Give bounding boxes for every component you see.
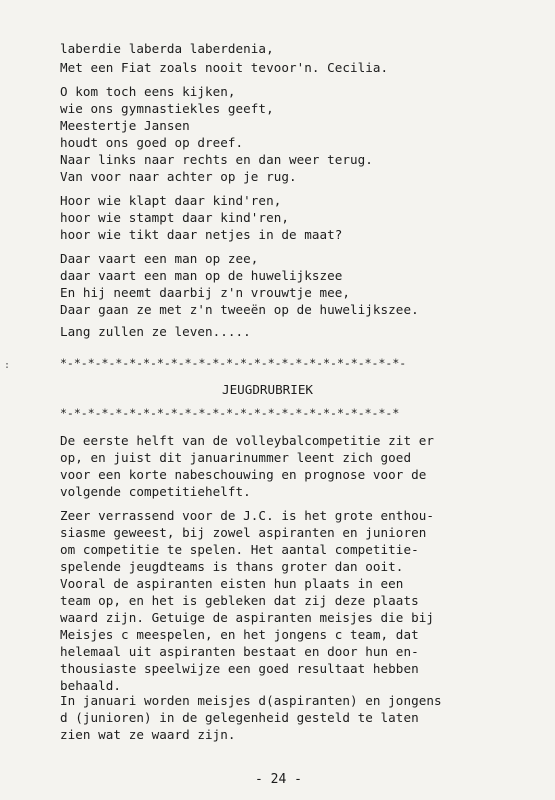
poem-line: Daar gaan ze met z'n tweeën op de huwelijkszee. (60, 302, 419, 317)
article-line: op, en juist dit januarinummer leent zich goed (60, 450, 412, 465)
poem-line: hoor wie tikt daar netjes in de maat? (60, 227, 343, 242)
article-line: spelende jeugdteams is thans groter dan ooit. (60, 559, 404, 574)
article-line: om competitie te spelen. Het aantal competitie- (60, 542, 419, 557)
poem-line: Hoor wie klapt daar kind'ren, (60, 193, 282, 208)
article-line: De eerste helft van de volleybalcompetitie zit er (60, 433, 434, 448)
divider-top: *-*-*-*-*-*-*-*-*-*-*-*-*-*-*-*-*-*-*-*-*-*-*-*-*- (60, 356, 407, 370)
poem-line: En hij neemt daarbij z'n vrouwtje mee, (60, 285, 351, 300)
section-title: JEUGDRUBRIEK (222, 382, 313, 397)
margin-mark: : (4, 360, 11, 371)
page-number: - 24 - (255, 772, 302, 787)
article-line: In januari worden meisjes d(aspiranten) en jongens (60, 693, 442, 708)
poem-line: Naar links naar rechts en dan weer terug. (60, 152, 373, 167)
article-line: zien wat ze waard zijn. (60, 727, 236, 742)
article-line: team op, en het is gebleken dat zij deze plaats (60, 593, 419, 608)
article-line: volgende competitiehelft. (60, 484, 251, 499)
poem-line: wie ons gymnastiekles geeft, (60, 101, 274, 116)
poem-line: daar vaart een man op de huwelijkszee (60, 268, 343, 283)
poem-line: laberdie laberda laberdenia, (60, 41, 274, 56)
divider-bottom: *-*-*-*-*-*-*-*-*-*-*-*-*-*-*-*-*-*-*-*-*-*-*-*-* (60, 406, 400, 420)
article-line: Vooral de aspiranten eisten hun plaats in een (60, 576, 404, 591)
poem-closing: Lang zullen ze leven..... (60, 324, 251, 339)
article-line: Zeer verrassend voor de J.C. is het grote enthou- (60, 508, 434, 523)
article-line: siasme geweest, bij zowel aspiranten en junioren (60, 525, 427, 540)
article-line: Meisjes c meespelen, en het jongens c team, dat (60, 627, 419, 642)
article-line: thousiaste speelwijze een goed resultaat hebben (60, 661, 419, 676)
poem-line: Met een Fiat zoals nooit tevoor'n. Cecilia. (60, 60, 389, 75)
article-line: helemaal uit aspiranten bestaat en door hun en- (60, 644, 419, 659)
poem-line: hoor wie stampt daar kind'ren, (60, 210, 289, 225)
poem-line: houdt ons goed op dreef. (60, 135, 244, 150)
poem-line: Van voor naar achter op je rug. (60, 169, 297, 184)
poem-line: Meestertje Jansen (60, 118, 190, 133)
article-line: behaald. (60, 678, 122, 693)
article-line: waard zijn. Getuige de aspiranten meisjes die bij (60, 610, 434, 625)
article-line: d (junioren) in de gelegenheid gesteld te laten (60, 710, 419, 725)
poem-line: Daar vaart een man op zee, (60, 251, 259, 266)
article-line: voor een korte nabeschouwing en prognose voor de (60, 467, 427, 482)
poem-line: O kom toch eens kijken, (60, 84, 236, 99)
